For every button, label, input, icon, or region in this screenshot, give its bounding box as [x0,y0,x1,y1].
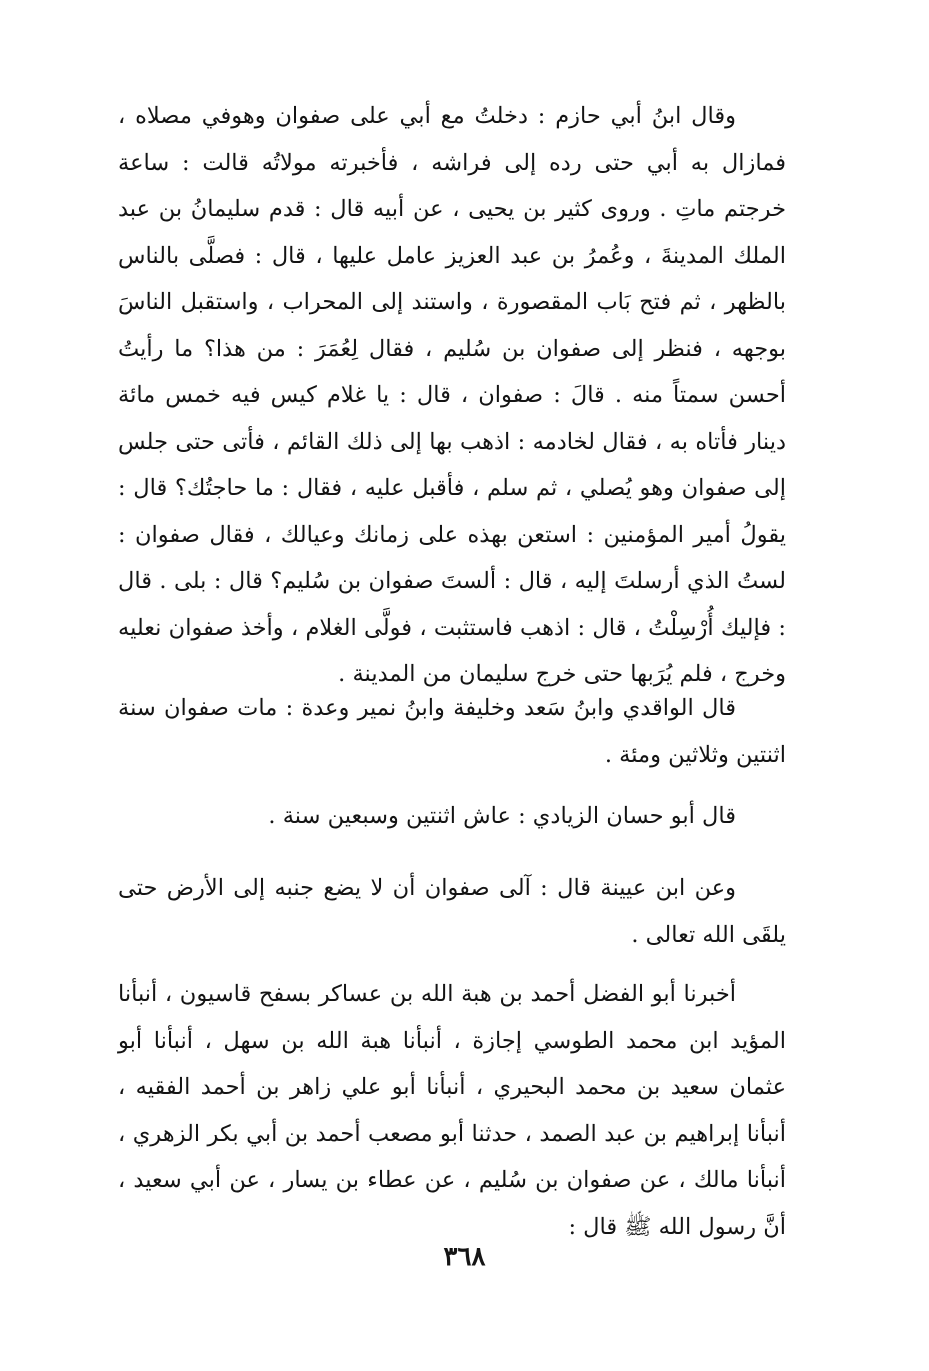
paragraph-ibn-uyayna: وعن ابن عيينة قال : آلى صفوان أن لا يضع جنبه إلى الأرض حتى يلقَى الله تعالى . [118,875,786,948]
page-number: ٣٦٨ [443,1242,486,1272]
paragraph-isnad: أخبرنا أبو الفضل أحمد بن هبة الله بن عساكر بسفح قاسيون ، أنبأنا المؤيد ابن محمد الطوسي إجازة ، أنبأنا هبة الله بن سهل ، أنبأنا أبو عثمان سعيد بن محمد البحيري ، أنبأنا أبو علي زاهر بن أحمد الفقيه ، أنبأنا إبراهيم بن عبد الصمد ، حدثنا أبو مصعب أحمد بن أبي بكر الزهري ، أنبأنا مالك ، عن صفوان بن سُليم ، عن عطاء بن يسار ، عن أبي سعيد ، أنَّ رسول الله ﷺ قال : [118,981,786,1240]
paragraph-age: قال أبو حسان الزيادي : عاش اثنتين وسبعين سنة . [268,803,736,829]
paragraph-death-year: قال الواقدي وابنُ سَعد وخليفة وابنُ نمير وعدة : مات صفوان سنة اثنتين وثلاثين ومئة . [118,695,786,768]
paragraph-safwan-story: وقال ابنُ أبي حازم : دخلتُ مع أبي على صفوان وهوفي مصلاه ، فمازال به أبي حتى رده إلى فراشه ، فأخبرته مولاتُه قالت : ساعة خرجتم ماتِ . وروى كثير بن يحيى ، عن أبيه قال : قدم سليمانُ بن عبد الملك المدينةَ ، وعُمرُ بن عبد العزيز عامل عليها ، قال : فصلَّى بالناس بالظهر ، ثم فتح بَاب المقصورة ، واستند إلى المحراب ، واستقبل الناسَ بوجهه ، فنظر إلى صفوان بن سُليم ، فقال لِعُمَرَ : من هذا؟ ما رأيتُ أحسن سمتاً منه . قالَ : صفوان ، قال : يا غلام كيس فيه خمس مائة دينار فأتاه به ، فقال لخادمه : اذهب بها إلى ذلك القائم ، فأتى حتى جلس إلى صفوان وهو يُصلي ، ثم سلم ، فأقبل عليه ، فقال : ما حاجتُك؟ قال : يقولُ أمير المؤمنين : استعن بهذه على زمانك وعيالك ، فقال صفوان : لستُ الذي أرسلتَ إليه ، قال : ألستَ صفوان بن سُليم؟ قال : بلى . قال : فإليك أُرْسِلْتُ ، قال : اذهب فاستثبت ، فولَّى الغلام ، وأخذ صفوان نعليه وخرج ، فلم يُرَبها حتى خرج سليمان من المدينة . [118,103,786,687]
